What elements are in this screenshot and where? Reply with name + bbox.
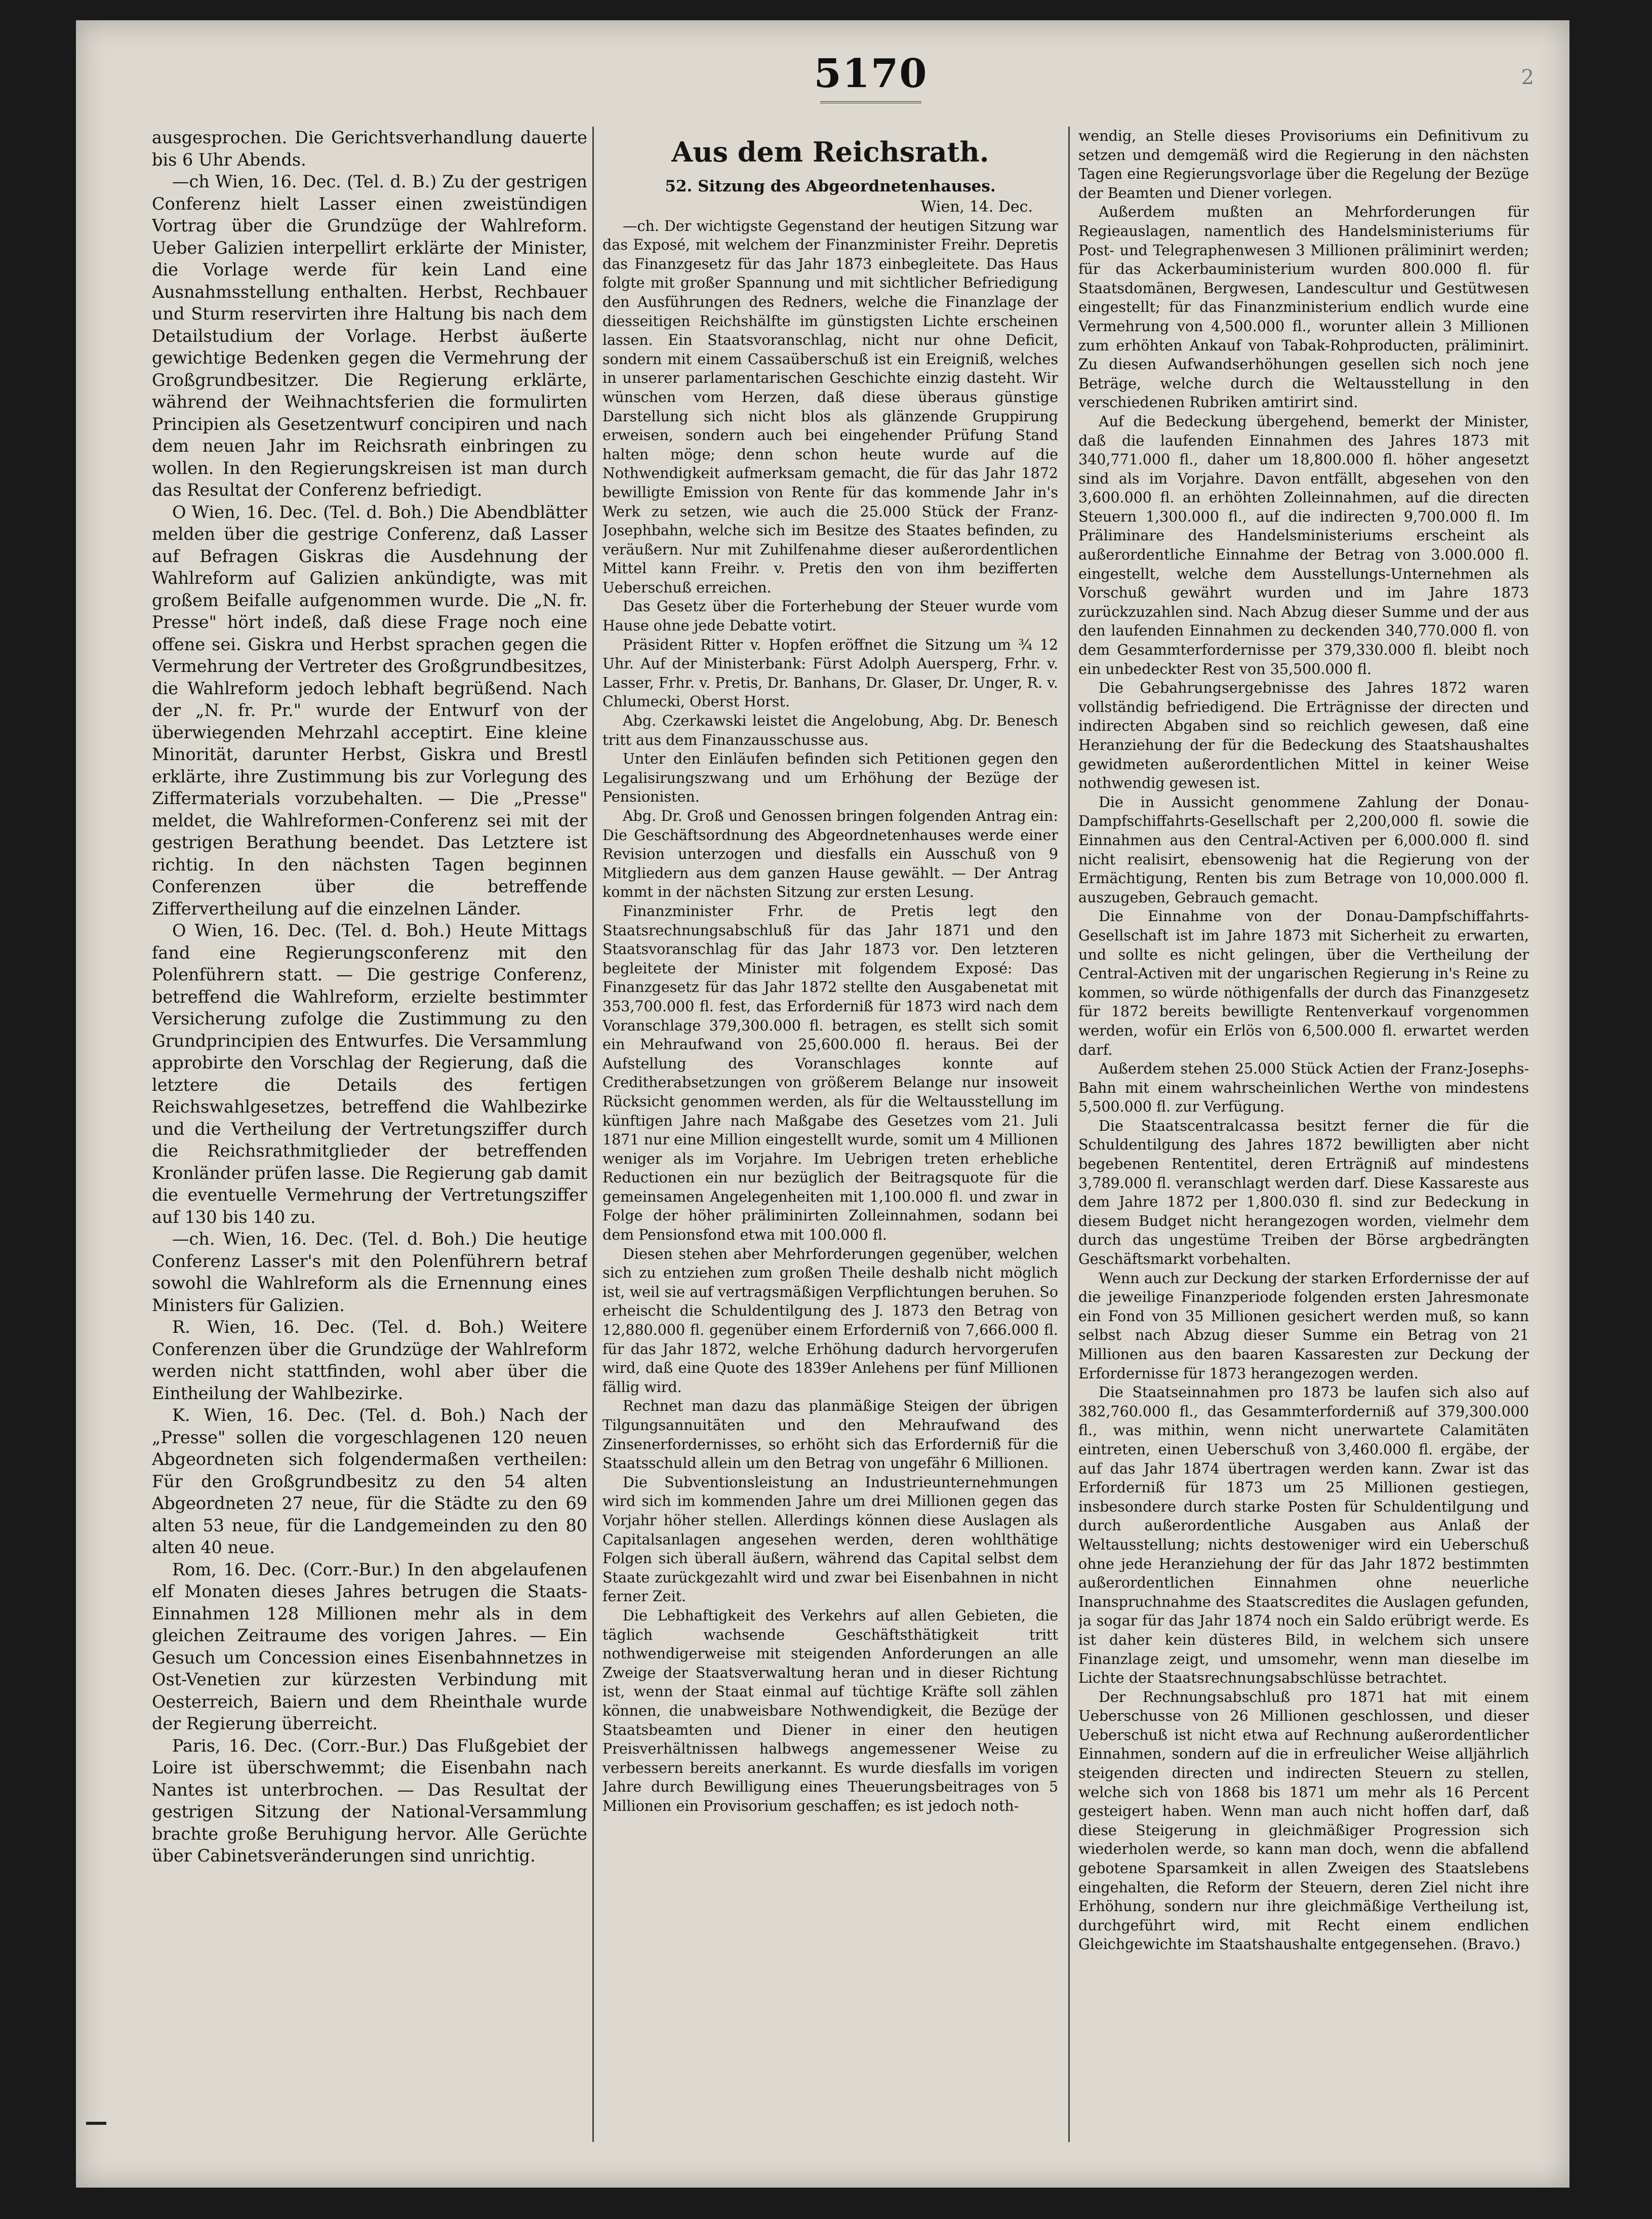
- corner-mark: 2: [1521, 66, 1534, 89]
- section-heading: Aus dem Reichsrath.: [671, 136, 989, 168]
- article-paragraph: Abg. Czerkawski leistet die Angelobung, Abg. Dr. Benesch tritt aus dem Finanzausschusse aus.: [602, 712, 1058, 748]
- article-paragraph: Paris, 16. Dec. (Corr.-Bur.) Das Flußgebiet der Loire ist überschwemmt; die Eisenbahn nach Nantes ist unterbrochen. — Das Resultat der gestrigen Sitzung der National-Versammlung brachte große Beruhigung hervor. Alle Gerüchte über Cabinetsveränderungen sind unrichtig.: [152, 1735, 587, 1866]
- article-paragraph: Der Rechnungsabschluß pro 1871 hat mit einem Ueberschusse von 26 Millionen geschlossen, und dieser Ueberschuß ist nicht etwa auf Rechnung außerordentlicher Einnahmen, sondern auf die in erfreulicher Weise alljährlich steigenden directen und indirecten Steuern zu stellen, welche sich von 1868 bis 1871 um mehr als 16 Percent gesteigert haben. Wenn man auch nicht hoffen darf, daß diese Steigerung in gleichmäßiger Progression sich wiederholen werde, so kann man doch, wenn die abfallend gebotene Sparsamkeit in allen Zweigen des Staatslebens eingehalten, die Reform der Steuern, deren Ziel nicht ihre Erhöhung, sondern nur ihre gleichmäßige Vertheilung ist, durchgeführt wird, mit Recht einem endlichen Gleichgewichte im Staatshaushalte entgegensehen. (Bravo.): [1078, 1688, 1529, 1953]
- article-paragraph: —ch. Der wichtigste Gegenstand der heutigen Sitzung war das Exposé, mit welchem der Finanzminister Freihr. Depretis das Finanzgesetz für das Jahr 1873 einbegleitete. Das Haus folgte mit großer Spannung und mit sichtlicher Befriedigung den Ausführungen des Redners, welche die Finanzlage der diesseitigen Reichshälfte im günstigsten Lichte erscheinen lassen. Ein Staatsvoranschlag, nicht nur ohne Deficit, sondern mit einem Cassaüberschuß ist ein Ereigniß, welches in unserer parlamentarischen Geschichte einzig dasteht. Wir wünschen vom Herzen, daß diese überaus günstige Darstellung sich nicht blos als glänzende Gruppirung erweisen, sondern auch bei eingehender Prüfung Stand halten möge; denn schon heute wurde auf die Nothwendigkeit aufmerksam gemacht, die für das Jahr 1872 bewilligte Emission von Rente für das kommende Jahr in's Werk zu setzen, wie auch die 25.000 Stück der Franz-Josephbahn, welche sich im Besitze des Staates befinden, zu veräußern. Nur mit Zuhilfenahme dieser außerordentlichen Mittel kann Freihr. v. Pretis den von ihm bezifferten Ueberschuß erreichen.: [602, 217, 1058, 596]
- article-paragraph: Rom, 16. Dec. (Corr.-Bur.) In den abgelaufenen elf Monaten dieses Jahres betrugen die Staats-Einnahmen 128 Millionen mehr als in dem gleichen Zeitraume des vorigen Jahres. — Ein Gesuch um Concession eines Eisenbahnnetzes in Ost-Venetien zur kürzesten Verbindung mit Oesterreich, Baiern und dem Rheinthale wurde der Regierung überreicht.: [152, 1559, 587, 1733]
- section-subheading: 52. Sitzung des Abgeordnetenhauses.: [665, 177, 996, 195]
- article-paragraph: O Wien, 16. Dec. (Tel. d. Boh.) Die Abendblätter melden über die gestrige Conferenz, daß Lasser auf Befragen Giskras die Ausdehnung der Wahlreform auf Galizien ankündigte, was mit großem Beifalle aufgenommen wurde. Die „N. fr. Presse" hört indeß, daß diese Frage noch eine offene sei. Giskra und Herbst sprachen gegen die Vermehrung der Vertreter des Großgrundbesitzes, die Wahlreform jedoch lebhaft begrüßend. Nach der „N. fr. Pr." wurde der Entwurf von der überwiegenden Mehrzahl acceptirt. Eine kleine Minorität, darunter Herbst, Giskra und Brestl erklärte, ihre Zustimmung bis zur Vorlegung des Ziffermaterials vorzubehalten. — Die „Presse" meldet, die Wahlreformen-Conferenz sei mit der gestrigen Berathung beendet. Das Letztere ist richtig. In den nächsten Tagen beginnen Conferenzen über die betreffende Ziffervertheilung auf die einzelnen Länder.: [152, 502, 587, 919]
- newspaper-page: [76, 20, 1569, 2188]
- middle-column: [602, 127, 1058, 2142]
- article-paragraph: Außerdem mußten an Mehrforderungen für Regieauslagen, namentlich des Handelsministeriums für Post- und Telegraphenwesen 3 Millionen präliminirt werden; für das Ackerbauministerium wurden 800.000 fl. für Staatsdomänen, Bergwesen, Landescultur und Gestütwesen eingestellt; für das Finanzministerium endlich wurde eine Vermehrung von 4,500.000 fl., worunter allein 3 Millionen zum erhöhten Ankauf von Tabak-Rohproducten, präliminirt. Zu diesen Aufwandserhöhungen gesellen sich noch jene Beträge, welche durch die Weltausstellung in den verschiedenen Rubriken amtirirt sind.: [1078, 204, 1529, 411]
- column-divider-left: [592, 127, 594, 2142]
- article-paragraph: Die Lebhaftigkeit des Verkehrs auf allen Gebieten, die täglich wachsende Geschäftsthätigkeit tritt nothwendigerweise mit steigenden Anforderungen an alle Zweige der Staatsverwaltung heran und in dieser Richtung ist, wenn der Staat einmal auf tüchtige Kräfte soll zählen können, die unabweisbare Nothwendigkeit, die Bezüge der Staatsbeamten und Diener in einer den heutigen Preisverhältnissen halbwegs angemessener Weise zu verbessern bereits anerkannt. Es wurde diesfalls im vorigen Jahre durch Bewilligung eines Theuerungsbeitrages von 5 Millionen ein Provisorium geschaffen; es ist jedoch noth-: [602, 1607, 1058, 1814]
- page-number: 5170: [814, 51, 928, 97]
- article-paragraph: Wenn auch zur Deckung der starken Erfordernisse der auf die jeweilige Finanzperiode folgenden ersten Jahresmonate ein Fond von 35 Millionen gesichert werden muß, so kann selbst nach Abzug dieser Summe ein Betrag von 21 Millionen aus den baaren Kassaresten zur Deckung der Erfordernisse für 1873 herangezogen werden.: [1078, 1270, 1529, 1382]
- article-paragraph: —ch Wien, 16. Dec. (Tel. d. B.) Zu der gestrigen Conferenz hielt Lasser einen zweistündigen Vortrag über die Grundzüge der Wahlreform. Ueber Galizien interpellirt erklärte der Minister, die Vorlage werde für kein Land eine Ausnahmsstellung enthalten. Herbst, Rechbauer und Sturm reservirten ihre Haltung bis nach dem Detailstudium der Vorlage. Herbst äußerte gewichtige Bedenken gegen die Vermehrung der Großgrundbesitzer. Die Regierung erklärte, während der Weihnachtsferien die formulirten Principien als Gesetzentwurf concipiren und nach dem neuen Jahr im Reichsrath einbringen zu wollen. In den Regierungskreisen ist man durch das Resultat der Conferenz befriedigt.: [152, 172, 587, 500]
- article-paragraph: Diesen stehen aber Mehrforderungen gegenüber, welchen sich zu entziehen zum großen Theile deshalb nicht möglich ist, weil sie auf vertragsmäßigen Verpflichtungen beruhen. So erheischt die Schuldentilgung des J. 1873 den Betrag von 12,880.000 fl. gegenüber einem Erforderniß von 7,666.000 fl. für das Jahr 1872, welche Erhöhung dadurch hervorgerufen wird, daß eine Quote des 1839er Anlehens per fünf Millionen fällig wird.: [602, 1245, 1058, 1396]
- column-divider-right: [1068, 127, 1070, 2142]
- article-paragraph: Rechnet man dazu das planmäßige Steigen der übrigen Tilgungsannuitäten und den Mehraufwand des Zinsenerfordernisses, so erhöht sich das Erforderniß für die Staatsschuld allein um den Betrag von ungefähr 6 Millionen.: [602, 1398, 1058, 1472]
- article-paragraph: Die Subventionsleistung an Industrieunternehmungen wird sich im kommenden Jahre um drei Millionen gegen das Vorjahr höher stellen. Allerdings können diese Auslagen als Capitalsanlagen angesehen werden, deren wohlthätige Folgen sich überall äußern, während das Capital selbst dem Staate zurückgezahlt wird und zwar bei Eisenbahnen in nicht ferner Zeit.: [602, 1474, 1058, 1605]
- article-paragraph: Die Staatscentralcassa besitzt ferner die für die Schuldentilgung des Jahres 1872 bewilligten aber nicht begebenen Rententitel, deren Erträgniß auf mindestens 3,789.000 fl. veranschlagt werden darf. Diese Kassareste aus dem Jahre 1872 per 1,800.030 fl. sind zur Bedeckung in diesem Budget nicht herangezogen worden, vielmehr dem durch das ungestüme Treiben der Börse argbedrängten Geschäftsmarkt vorbehalten.: [1078, 1117, 1529, 1268]
- article-paragraph: Außerdem stehen 25.000 Stück Actien der Franz-Josephs-Bahn mit einem wahrscheinlichen Werthe von mindestens 5,500.000 fl. zur Verfügung.: [1078, 1060, 1529, 1116]
- left-column: [152, 127, 587, 2142]
- article-paragraph: Präsident Ritter v. Hopfen eröffnet die Sitzung um ¾ 12 Uhr. Auf der Ministerbank: Fürst Adolph Auersperg, Frhr. v. Lasser, Frhr. v. Pretis, Dr. Banhans, Dr. Glaser, Dr. Unger, R. v. Chlumecki, Oberst Horst.: [602, 636, 1058, 710]
- article-paragraph: wendig, an Stelle dieses Provisoriums ein Definitivum zu setzen und demgemäß wird die Regierung in den nächsten Tagen eine Regierungsvorlage über die Regelung der Bezüge der Beamten und Diener vorlegen.: [1078, 128, 1529, 202]
- article-paragraph: O Wien, 16. Dec. (Tel. d. Boh.) Heute Mittags fand eine Regierungsconferenz mit den Polenführern statt. — Die gestrige Conferenz, betreffend die Wahlreform, erzielte bestimmter Versicherung zufolge die Zustimmung zu den Grundprincipien des Entwurfes. Die Versammlung approbirte den Vorschlag der Regierung, daß die letztere die Details des fertigen Reichswahlgesetzes, betreffend die Wahlbezirke und die Vertheilung der Vertretungsziffer durch die Reichsrathmitglieder der betreffenden Kronländer prüfen lasse. Die Regierung gab damit die eventuelle Vermehrung der Vertretungsziffer auf 130 bis 140 zu.: [152, 921, 587, 1227]
- right-column: [1078, 127, 1529, 2142]
- article-paragraph: Finanzminister Frhr. de Pretis legt den Staatsrechnungsabschluß für das Jahr 1871 und den Staatsvoranschlag für das Jahr 1873 vor. Den letzteren begleitete der Minister mit folgendem Exposé: Das Finanzgesetz für das Jahr 1872 stellte den Ausgabenetat mit 353,700.000 fl. fest, das Erforderniß für 1873 wird nach dem Voranschlage 379,300.000 fl. betragen, es stellt sich somit ein Mehraufwand von 25,600.000 fl. heraus. Bei der Aufstellung des Voranschlages konnte auf Creditherabsetzungen von größerem Belange nur insoweit Rücksicht genommen werden, als für die Weltausstellung im künftigen Jahre nach Maßgabe des Gesetzes vom 21. Juli 1871 nur eine Million eingestellt wurde, somit um 4 Millionen weniger als im Vorjahre. Im Uebrigen treten erhebliche Reductionen ein nur bezüglich der Beitragsquote für die gemeinsamen Angelegenheiten mit 1,100.000 fl. und zwar in Folge der höher präliminirten Zolleinnahmen, sodann bei dem Pensionsfond etwa mit 100.000 fl.: [602, 902, 1058, 1244]
- article-paragraph: Abg. Dr. Groß und Genossen bringen folgenden Antrag ein: Die Geschäftsordnung des Abgeordnetenhauses werde einer Revision unterzogen und diesfalls ein Ausschuß von 9 Mitgliedern aus dem ganzen Hause gewählt. — Der Antrag kommt in der nächsten Sitzung zur ersten Lesung.: [602, 808, 1058, 901]
- article-paragraph: Die Einnahme von der Donau-Dampfschiffahrts-Gesellschaft ist im Jahre 1873 mit Sicherheit zu erwarten, und sollte es nicht gelingen, über die Vertheilung der Central-Activen mit der ungarischen Regierung in's Reine zu kommen, so würde nöthigenfalls der durch das Finanzgesetz für 1872 bereits bewilligte Rentenverkauf vorgenommen werden, wofür ein Erlös von 6,500.000 fl. erwartet werden darf.: [1078, 908, 1529, 1058]
- article-paragraph: Das Gesetz über die Forterhebung der Steuer wurde vom Hause ohne jede Debatte votirt.: [602, 598, 1058, 635]
- article-paragraph: Die in Aussicht genommene Zahlung der Donau-Dampfschiffahrts-Gesellschaft per 2,200,000 fl. sowie die Einnahmen aus den Central-Activen per 6,000.000 fl. sind nicht realisirt, ebensowenig hat die Regierung von der Ermächtigung, Renten bis zum Betrage von 10,000.000 fl. auszugeben, Gebrauch gemacht.: [1078, 794, 1529, 906]
- article-paragraph: R. Wien, 16. Dec. (Tel. d. Boh.) Weitere Conferenzen über die Grundzüge der Wahlreform werden nicht stattfinden, wohl aber über die Eintheilung der Wahlbezirke.: [152, 1317, 587, 1403]
- article-paragraph: Die Gebahrungsergebnisse des Jahres 1872 waren vollständig befriedigend. Die Erträgnisse der directen und indirecten Abgaben sind so reichlich gewesen, daß eine Heranziehung der für die Bedeckung des Staatshaushaltes gewidmeten außerordentlichen Mittel in keiner Weise nothwendig gewesen ist.: [1078, 680, 1529, 792]
- article-paragraph: Unter den Einläufen befinden sich Petitionen gegen den Legalisirungszwang und um Erhöhung der Bezüge der Pensionisten.: [602, 750, 1058, 806]
- article-paragraph: Die Staatseinnahmen pro 1873 be laufen sich also auf 382,760.000 fl., das Gesammterforderniß auf 379,300.000 fl., was mithin, wenn nicht unerwartete Calamitäten eintreten, einen Ueberschuß von 3,460.000 fl. ergäbe, der auf das Jahr 1874 übertragen werden kann. Zwar ist das Erforderniß für 1873 um 25 Millionen gestiegen, insbesondere durch starke Posten für Schuldentilgung und durch außerordentliche Ausgaben aus Anlaß der Weltausstellung; nichts destoweniger wird ein Ueberschuß ohne jede Heranziehung der für das Jahr 1872 bestimmten außerordentlichen Einnahmen ohne neuerliche Inanspruchnahme des Staatscredites die Auslagen gefunden, ja sogar für das Jahr 1874 noch ein Saldo erübrigt werde. Es ist daher kein düsteres Bild, in welchem sich unsere Finanzlage zeigt, und umsomehr, wenn man dieselbe im Lichte der Staatsrechnungsabschlüsse betrachtet.: [1078, 1384, 1529, 1687]
- article-paragraph: —ch. Wien, 16. Dec. (Tel. d. Boh.) Die heutige Conferenz Lasser's mit den Polenführern betraf sowohl die Wahlreform als die Ernennung eines Ministers für Galizien.: [152, 1229, 587, 1315]
- page-number-rule: [820, 101, 921, 103]
- article-paragraph: Auf die Bedeckung übergehend, bemerkt der Minister, daß die laufenden Einnahmen des Jahres 1873 mit 340,771.000 fl., daher um 18,800.000 fl. höher angesetzt sind als im Vorjahre. Davon entfällt, abgesehen von den 3,600.000 fl. an erhöhten Zolleinnahmen, auf die directen Steuern 1,300.000 fl., auf die indirecten 9,700.000 fl. Im Präliminare des Handelsministeriums erscheint als außerordentliche Einnahme der Betrag von 3.000.000 fl. eingestellt, welche dem Ausstellungs-Unternehmen als Vorschuß gewährt wurden und im Jahre 1873 zurückzuzahlen sind. Nach Abzug dieser Summe und der aus den laufenden Einnahmen zu deckenden 340,770.000 fl. von dem Gesammterfordernisse per 379,330.000 fl. bleibt noch ein unbedeckter Rest von 35,500.000 fl.: [1078, 413, 1529, 678]
- article-paragraph: ausgesprochen. Die Gerichtsverhandlung dauerte bis 6 Uhr Abends.: [152, 128, 587, 170]
- dateline: Wien, 14. Dec.: [920, 198, 1033, 216]
- margin-dash: [86, 2122, 106, 2125]
- article-paragraph: K. Wien, 16. Dec. (Tel. d. Boh.) Nach der „Presse" sollen die vorgeschlagenen 120 neuen Abgeordneten sich folgendermaßen vertheilen: Für den Großgrundbesitz zu den 54 alten Abgeordneten 27 neue, für die Städte zu den 69 alten 53 neue, für die Landgemeinden zu den 80 alten 40 neue.: [152, 1405, 587, 1557]
